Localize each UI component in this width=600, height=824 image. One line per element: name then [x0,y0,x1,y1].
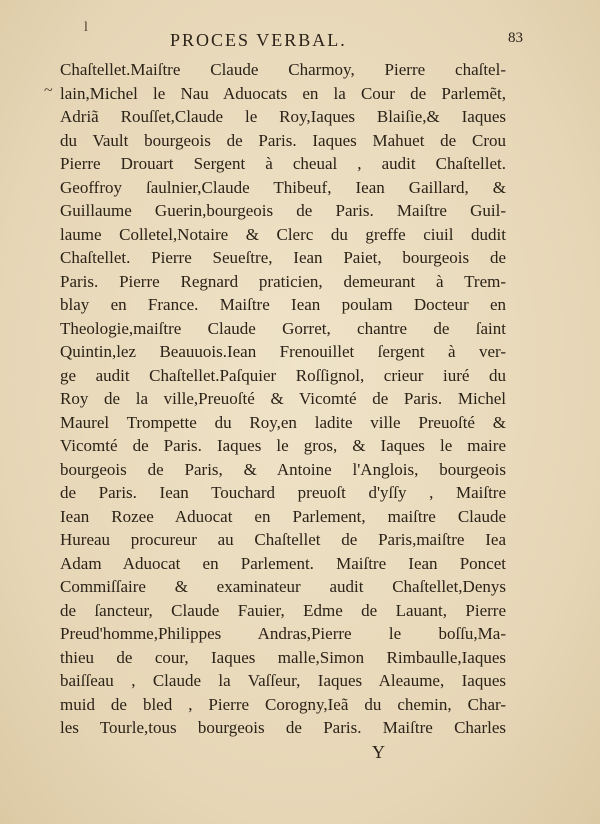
text-line: Commiſſaire & examinateur audit Chaſtellet,Denys [60,577,506,596]
text-line: Maurel Trompette du Roy,en ladite ville Preuoſté & [60,412,506,432]
text-line: les Tourle,tous bourgeois de Paris. Maiſtre Charles [60,718,506,737]
text-line: Paris. Pierre Regnard praticien, demeurant à Trem- [60,271,506,291]
text-line: de Paris. Iean Touchard preuoſt d'yſſy , Maiſtre [60,483,506,502]
margin-mark: ~ [44,82,53,99]
text-line: Iean Rozee Aduocat en Parlement, maiſtre Claude [60,506,506,526]
text-line: Theologie,maiſtre Claude Gorret, chantre de ſaint [60,318,506,338]
catchword: Y [372,742,386,762]
text-line: baiſſeau , Claude la Vaſſeur, Iaques Aleaume, Iaques [60,671,506,690]
text-line: Adam Aduocat en Parlement. Maiſtre Iean Poncet [60,553,506,573]
text-line: Quintin,lez Beauuois.Iean Frenouillet ſergent à ver- [60,342,506,361]
text-line: Preud'homme,Philippes Andras,Pierre le boſſu,Ma- [60,624,506,643]
text-line: bourgeois de Paris, & Antoine l'Anglois, bourgeois [60,459,506,479]
text-line: du Vault bourgeois de Paris. Iaques Mahuet de Crou [60,130,506,150]
text-line: Hureau procureur au Chaſtellet de Paris,maiſtre Iea [60,530,506,549]
text-line: laume Colletel,Notaire & Clerc du greffe ciuil dudit [60,224,506,244]
text-line: Vicomté de Paris. Iaques le gros, & Iaques le maire [60,436,506,455]
text-line: Chaſtellet.Maiſtre Claude Charmoy, Pierre chaſtel- [60,60,506,79]
text-line: Adriã Rouſſet,Claude le Roy,Iaques Blaiſie,& Iaques [60,107,506,126]
text-line: Roy de la ville,Preuoſté & Vicomté de Paris. Michel [60,389,506,408]
top-mark: l [84,20,88,35]
text-line: de ſancteur, Claude Fauier, Edme de Lauant, Pierre [60,600,506,620]
text-line: muid de bled , Pierre Corogny,Ieã du chemin, Char- [60,694,506,714]
text-line: thieu de cour, Iaques malle,Simon Rimbaulle,Iaques [60,647,506,667]
page-number: 83 [508,30,523,46]
running-title: PROCES VERBAL. [170,30,347,50]
text-line: blay en France. Maiſtre Iean poulam Docteur en [60,295,506,314]
text-line: lain,Michel le Nau Aduocats en la Cour de Parlemẽt, [60,83,506,103]
text-line: Guillaume Guerin,bourgeois de Paris. Maiſtre Guil- [60,201,506,220]
text-line: Chaſtellet. Pierre Seueſtre, Iean Paiet, bourgeois de [60,248,506,267]
text-line: Pierre Drouart Sergent à cheual , audit Chaſtellet. [60,154,506,173]
text-line: ge audit Chaſtellet.Paſquier Roſſignol, crieur iuré du [60,365,506,385]
body-text [60,58,514,740]
text-line: Geoffroy ſaulnier,Claude Thibeuf, Iean Gaillard, & [60,177,506,197]
